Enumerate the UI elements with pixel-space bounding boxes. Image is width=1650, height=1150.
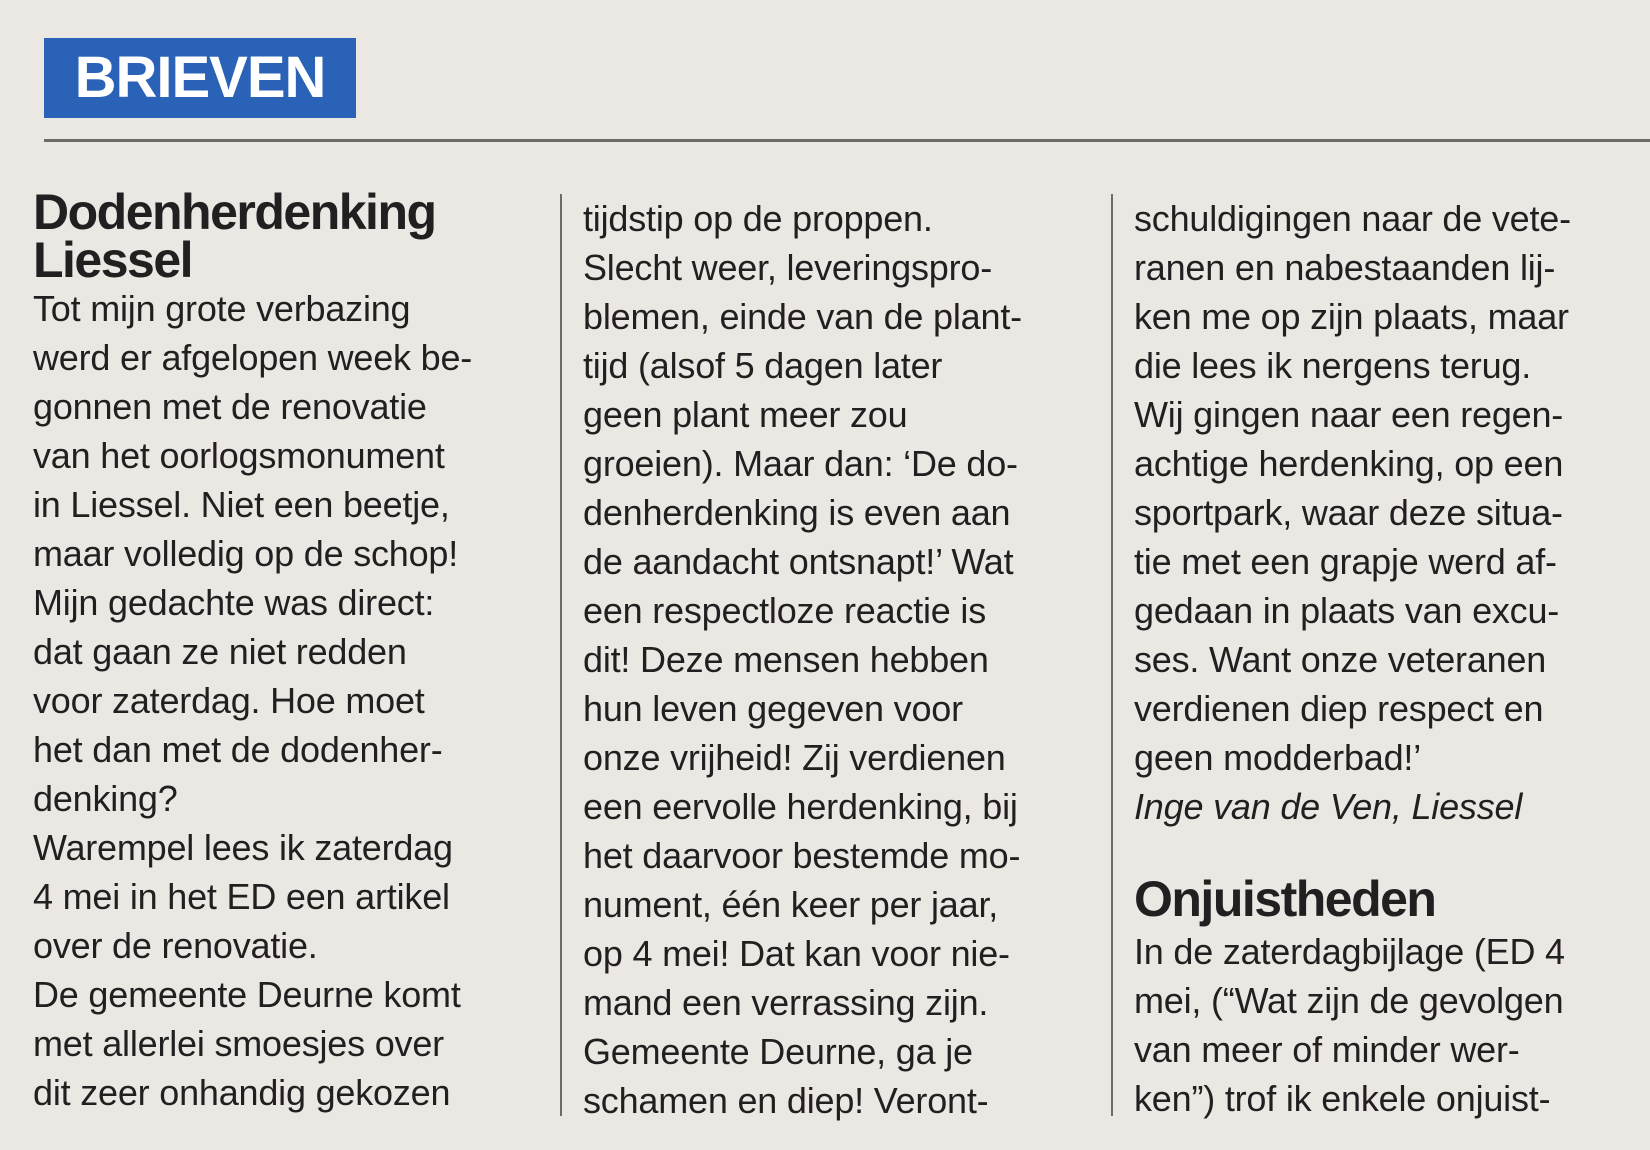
text-line: het dan met de dodenher- (33, 729, 443, 770)
text-line: gonnen met de renovatie (33, 386, 427, 427)
text-line: schuldigingen naar de vete- (1134, 198, 1571, 239)
text-line: verdienen diep respect en (1134, 688, 1544, 729)
section-label-brieven: BRIEVEN (44, 38, 356, 118)
text-line: ranen en nabestaanden lij- (1134, 247, 1556, 288)
text-line: over de renovatie. (33, 925, 318, 966)
text-line: nument, één keer per jaar, (583, 884, 999, 925)
article-column-3 (1134, 194, 1644, 1123)
text-line: Gemeente Deurne, ga je (583, 1031, 973, 1072)
text-line: tie met een grapje werd af- (1134, 541, 1557, 582)
text-line: ken”) trof ik enkele onjuist- (1134, 1078, 1551, 1119)
text-line: mei, (“Wat zijn de gevolgen (1134, 980, 1564, 1021)
text-line: de aandacht ontsnapt!’ Wat (583, 541, 1014, 582)
text-line: gedaan in plaats van excu- (1134, 590, 1560, 631)
text-line: dat gaan ze niet redden (33, 631, 407, 672)
text-line: schamen en diep! Veront- (583, 1080, 989, 1121)
header-rule (44, 139, 1650, 142)
letter-body (33, 284, 553, 1117)
text-line: In de zaterdagbijlage (ED 4 (1134, 931, 1565, 972)
text-line: hun leven gegeven voor (583, 688, 963, 729)
text-line: van meer of minder wer- (1134, 1029, 1520, 1070)
text-line: 4 mei in het ED een artikel (33, 876, 450, 917)
text-line: dit zeer onhandig gekozen (33, 1072, 451, 1113)
text-line: onze vrijheid! Zij verdienen (583, 737, 1006, 778)
text-line: ken me op zijn plaats, maar (1134, 296, 1569, 337)
text-line: het daarvoor bestemde mo- (583, 835, 1021, 876)
text-line: Wij gingen naar een regen- (1134, 394, 1564, 435)
text-line: werd er afgelopen week be- (33, 337, 473, 378)
text-line: tijd (alsof 5 dagen later (583, 345, 943, 386)
article-column-1 (33, 178, 553, 1117)
text-line: op 4 mei! Dat kan voor nie- (583, 933, 1010, 974)
text-line: geen modderbad!’ (1134, 737, 1422, 778)
letter-signature: Inge van de Ven, Liessel (1134, 786, 1523, 827)
text-line: een eervolle herdenking, bij (583, 786, 1018, 827)
text-line: in Liessel. Niet een beetje, (33, 484, 450, 525)
letter-headline-dodenherdenking (33, 184, 553, 288)
text-line: maar volledig op de schop! (33, 533, 459, 574)
text-line: Tot mijn grote verbazing (33, 288, 411, 329)
text-line: denking? (33, 778, 178, 819)
headline-line: Dodenherdenking (33, 184, 436, 240)
text-line: denherdenking is even aan (583, 492, 1011, 533)
text-line: mand een verrassing zijn. (583, 982, 989, 1023)
text-line: Mijn gedachte was direct: (33, 582, 435, 623)
text-line: dit! Deze mensen hebben (583, 639, 989, 680)
text-line: De gemeente Deurne komt (33, 974, 461, 1015)
text-line: sportpark, waar deze situa- (1134, 492, 1563, 533)
text-line: Warempel lees ik zaterdag (33, 827, 453, 868)
text-line: voor zaterdag. Hoe moet (33, 680, 425, 721)
text-line: die lees ik nergens terug. (1134, 345, 1532, 386)
text-line: geen plant meer zou (583, 394, 908, 435)
text-line: met allerlei smoesjes over (33, 1023, 444, 1064)
letter-headline-onjuistheden: Onjuistheden (1134, 871, 1436, 927)
column-divider-1 (560, 194, 562, 1116)
text-line: tijdstip op de proppen. (583, 198, 933, 239)
text-line: groeien). Maar dan: ‘De do- (583, 443, 1018, 484)
article-column-2 (583, 194, 1093, 1125)
text-line: ses. Want onze veteranen (1134, 639, 1547, 680)
headline-line: Liessel (33, 232, 193, 288)
text-line: achtige herdenking, op een (1134, 443, 1564, 484)
text-line: Slecht weer, leveringspro- (583, 247, 992, 288)
column-divider-2 (1111, 194, 1113, 1116)
text-line: een respectloze reactie is (583, 590, 987, 631)
text-line: van het oorlogsmonument (33, 435, 445, 476)
text-line: blemen, einde van de plant- (583, 296, 1022, 337)
